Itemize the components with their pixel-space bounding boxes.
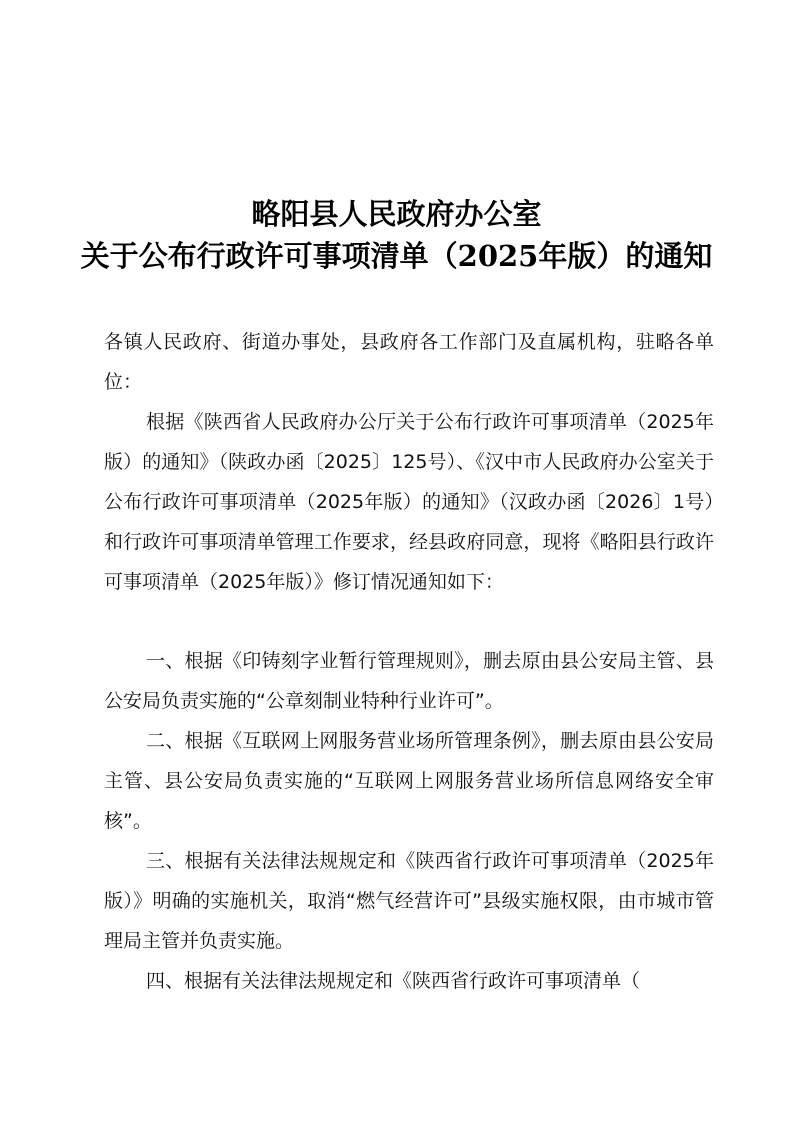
paragraph-basis: 根据《陕西省人民政府办公厅关于公布行政许可事项清单（2025年版）的通知》（陕政办函〔2025〕125号）、《汉中市人民政府办公室关于公布行政许可事项清单（2025年版）的通知》（汉政办函〔2026〕1号）和行政许可事项清单管理工作要求，经县政府同意，现将《略阳县行政许可事项清单（2025年版）》修订情况通知如下： <box>104 411 714 593</box>
paragraph-item-2: 二、根据《互联网上网服务营业场所管理条例》，删去原由县公安局主管、县公安局负责实施的“互联网上网服务营业场所信息网络安全审核”。 <box>104 730 714 832</box>
salutation: 各镇人民政府、街道办事处，县政府各工作部门及直属机构，驻略各单位： <box>104 331 714 393</box>
paragraph-item-4: 四、根据有关法律法规规定和《陕西省行政许可事项清单（ <box>146 970 641 992</box>
paragraph-item-3: 三、根据有关法律法规规定和《陕西省行政许可事项清单（2025年版）》明确的实施机关，取消“燃气经营许可”县级实施权限，由市城市管理局主管并负责实施。 <box>104 850 714 952</box>
document-title-line-1: 略阳县人民政府办公室 <box>251 197 542 231</box>
paragraph-item-1: 一、根据《印铸刻字业暂行管理规则》，删去原由县公安局主管、县公安局负责实施的“公章刻制业特种行业许可”。 <box>104 650 714 712</box>
document-title-line-2: 关于公布行政许可事项清单（2025年版）的通知 <box>80 239 713 273</box>
